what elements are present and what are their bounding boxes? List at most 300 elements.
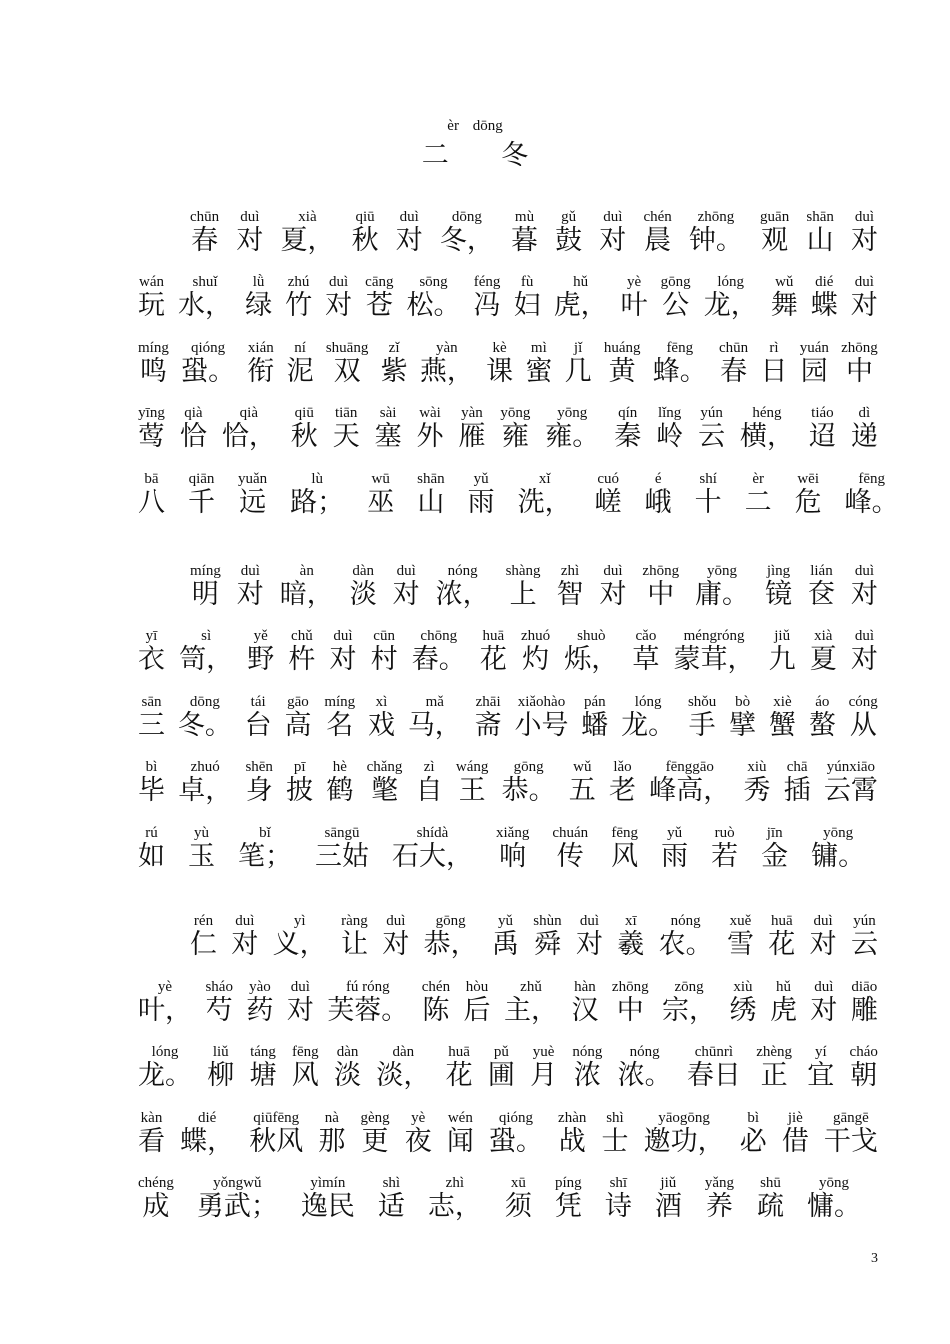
pinyin: yè [411,1110,426,1126]
annotated-char [456,758,489,806]
annotated-char [569,758,596,806]
hanzi: 春日 [686,1060,741,1091]
hanzi: 对 [850,290,878,321]
pinyin: é [654,471,662,487]
pinyin: xià [814,628,833,644]
hanzi: 观 [761,225,789,256]
hanzi: 天 [332,421,360,452]
pinyin: fēnggāo [665,759,714,775]
hanzi: 柳 [207,1060,235,1091]
hanzi: 紫 [380,356,408,387]
pinyin: shān [806,209,834,225]
hanzi: 衣 [138,644,165,675]
pinyin: yuǎn [238,471,268,487]
annotated-char [247,627,274,675]
annotated-char [180,1109,234,1157]
annotated-char [688,693,716,741]
annotated-char [417,404,444,452]
pinyin: duì [854,628,874,644]
annotated-char [190,208,219,256]
annotated-char [851,978,878,1026]
annotated-char [760,339,787,387]
hanzi: 虎 [769,995,797,1026]
pinyin: lǜ [252,274,265,290]
annotated-char [621,693,675,741]
hanzi: 秋 [351,225,379,256]
pinyin: yāogōng [658,1110,710,1126]
annotated-char [138,339,169,387]
pinyin: duì [814,979,834,995]
pinyin: yì [293,913,306,929]
pinyin: yě [253,628,268,644]
annotated-char [446,1043,473,1091]
hanzi: 对 [850,644,878,675]
hanzi: 虎， [553,290,608,321]
hanzi: 智 [556,579,584,610]
hanzi: 舜 [533,929,561,960]
annotated-char [428,1174,482,1222]
hanzi: 雨 [467,487,495,518]
annotated-char [729,978,756,1026]
annotated-char [237,562,264,610]
hanzi: 衔 [247,356,275,387]
text-line [138,693,878,741]
annotated-char [489,1109,543,1157]
pinyin: zhōng [697,209,735,225]
pinyin: fēng [611,825,638,841]
pinyin: duì [396,563,416,579]
hanzi: 暗， [279,579,334,610]
annotated-char [238,824,292,872]
pinyin: àn [299,563,314,579]
pinyin: chuán [552,825,589,841]
annotated-char [138,978,192,1026]
pinyin: wài [419,405,441,421]
pinyin: yǔ [667,825,683,841]
hanzi: 更 [361,1126,389,1157]
pinyin: héng [752,405,782,421]
pinyin: chūnrì [694,1044,734,1060]
hanzi: 汉 [571,995,599,1026]
text-line [138,273,878,321]
annotated-char [245,693,272,741]
hanzi: 石大， [392,841,473,872]
annotated-char [711,824,738,872]
annotated-char [318,1109,345,1157]
hanzi: 五 [568,775,596,806]
annotated-char [179,627,233,675]
hanzi: 塘 [249,1060,277,1091]
annotated-char [480,627,507,675]
annotated-char [808,562,835,610]
hanzi: 手 [688,710,716,741]
pinyin: chén [643,209,672,225]
pinyin: fēng [666,340,694,356]
hanzi: 舂。 [411,644,466,675]
pinyin: zhú [287,274,310,290]
annotated-char [824,1109,878,1157]
annotated-char [138,758,165,806]
pinyin: nà [324,1110,339,1126]
pinyin: zhì [445,1175,464,1191]
annotated-char [178,758,232,806]
pinyin: sōng [419,274,448,290]
hanzi: 夏 [809,644,837,675]
pinyin: xuě [729,913,752,929]
hanzi: 凭 [554,1191,582,1222]
annotated-char [851,912,878,960]
pinyin: chūn [190,209,220,225]
hanzi: 蟠 [581,710,609,741]
hanzi: 几 [564,356,592,387]
pinyin: shì [382,1175,401,1191]
annotated-char [849,693,878,741]
hanzi: 逸民 [300,1191,355,1222]
pinyin: yún [853,913,876,929]
pinyin: dàn [336,1044,359,1060]
annotated-char [809,404,836,452]
annotated-char [745,470,772,518]
hanzi: 陈 [422,995,450,1026]
annotated-char [809,693,836,741]
annotated-char [653,339,707,387]
annotated-char [576,912,603,960]
annotated-char [810,912,837,960]
hanzi: 药 [246,995,274,1026]
pinyin: yúnxiāo [826,759,876,775]
hanzi: 花 [768,929,796,960]
pinyin: bì [747,1110,760,1126]
annotated-char [643,208,671,256]
annotated-char [436,562,490,610]
pinyin: shī [609,1175,628,1191]
annotated-char [290,470,344,518]
pinyin: sài [379,405,397,421]
pinyin: qià [184,405,203,421]
hanzi: 雕 [850,995,878,1026]
pinyin: dōng [189,694,220,710]
annotated-char [138,1043,192,1091]
hanzi: 明 [191,579,219,610]
hanzi: 绿 [245,290,273,321]
annotated-char [571,978,598,1026]
pinyin: pán [583,694,606,710]
hanzi: 恭。 [501,775,556,806]
pinyin: kàn [140,1110,163,1126]
annotated-char [642,562,679,610]
pinyin: qià [239,405,258,421]
pinyin: shídà [416,825,449,841]
annotated-char [324,693,355,741]
hanzi: 淡 [349,579,377,610]
hanzi: 那 [318,1126,346,1157]
pinyin: lián [810,563,833,579]
annotated-char [743,758,770,806]
hanzi: 笥， [179,644,234,675]
hanzi: 雨 [661,841,689,872]
pinyin: rén [193,913,214,929]
hanzi: 洗， [517,487,572,518]
annotated-char [851,562,878,610]
annotated-char [284,693,311,741]
pinyin: guān [760,209,790,225]
pinyin: duì [329,274,349,290]
pinyin: píng [554,1175,582,1191]
pinyin: shū [760,1175,781,1191]
annotated-char [851,208,878,256]
annotated-char [604,339,641,387]
hanzi: 烁， [564,644,619,675]
hanzi: 峰。 [844,487,899,518]
annotated-char [695,562,749,610]
hanzi: 对 [382,929,410,960]
annotated-char [236,208,263,256]
pinyin: xiǎohào [517,694,566,710]
pinyin: yǎng [704,1175,734,1191]
annotated-char [447,1109,474,1157]
hanzi: 镛。 [811,841,866,872]
annotated-char [245,273,272,321]
pinyin: chén [421,979,451,995]
annotated-char [396,208,423,256]
annotated-char [486,339,513,387]
pinyin: kè [492,340,507,356]
pinyin: chéng [138,1175,174,1191]
annotated-char [500,404,530,452]
annotated-char [273,912,327,960]
pinyin: gōng [435,913,466,929]
pinyin: yī [145,628,158,644]
pinyin: sāngū [324,825,360,841]
annotated-char [851,627,878,675]
hanzi: 恰 [179,421,207,452]
pinyin: wáng [455,759,489,775]
annotated-char [505,1174,532,1222]
pinyin: dōng [451,209,482,225]
hanzi: 螯 [808,710,836,741]
hanzi: 龙。 [138,1060,192,1091]
pinyin: yōng [557,405,588,421]
pinyin: yù [194,825,209,841]
hanzi: 对 [809,929,837,960]
annotated-char [558,1109,586,1157]
hanzi: 递 [850,421,878,452]
annotated-char [412,627,466,675]
hanzi: 冬。 [177,710,232,741]
pinyin: bò [735,694,751,710]
annotated-char [649,758,730,806]
annotated-char [360,1109,389,1157]
hanzi: 课 [486,356,514,387]
pinyin: ruò [714,825,735,841]
pinyin: tiān [334,405,358,421]
annotated-char [740,404,794,452]
hanzi: 云 [850,929,878,960]
annotated-char [769,627,796,675]
annotated-char [285,273,312,321]
hanzi: 绣 [729,995,757,1026]
annotated-char [506,562,541,610]
annotated-char [806,208,834,256]
hanzi: 老 [609,775,637,806]
annotated-char [552,824,588,872]
annotated-char [645,470,672,518]
pinyin: duì [386,913,406,929]
hanzi: 适 [377,1191,405,1222]
pinyin: chā [786,759,808,775]
annotated-char [368,693,395,741]
pinyin: xǐ [538,471,551,487]
pinyin: duì [290,979,310,995]
hanzi: 对 [325,290,353,321]
annotated-char [250,1043,277,1091]
pinyin: zhǔ [520,979,542,995]
hanzi: 金 [761,841,789,872]
pinyin: áo [815,694,830,710]
hanzi: 秋风 [249,1126,304,1157]
annotated-char [769,693,796,741]
hanzi: 慵。 [807,1191,861,1222]
hanzi: 对 [599,579,627,610]
hanzi: 秀 [743,775,771,806]
pinyin: zhōng [642,563,680,579]
pinyin: duì [579,913,600,929]
hanzi: 马， [407,710,462,741]
hanzi: 卓， [178,775,233,806]
pinyin: yuán [799,340,829,356]
annotated-char [740,1109,767,1157]
hanzi: 恰， [221,421,276,452]
hanzi: 云霄 [823,775,878,806]
annotated-char [695,470,722,518]
annotated-char [138,1109,165,1157]
hanzi: 公 [662,290,690,321]
pinyin: yǒngwǔ [213,1175,262,1191]
annotated-char [530,1043,557,1091]
annotated-char [205,978,233,1026]
pinyin: jǐ [573,340,583,356]
pinyin: yè [157,979,173,995]
annotated-char [655,1174,682,1222]
annotated-char [661,273,691,321]
pinyin: shí [699,471,717,487]
text-line [138,1109,878,1157]
annotated-char [408,693,462,741]
pinyin: xiǎng [496,825,530,841]
annotated-char [341,912,368,960]
hanzi: 对 [810,995,838,1026]
hanzi: 玉 [188,841,215,872]
annotated-char [765,562,792,610]
hanzi: 农。 [658,929,713,960]
hanzi: 芍 [205,995,233,1026]
pinyin: bā [144,471,159,487]
hanzi: 塞 [374,421,402,452]
annotated-char [392,824,473,872]
pinyin: lóng [151,1044,179,1060]
annotated-char [659,912,713,960]
pinyin: yōng [819,1175,849,1191]
hanzi: 酒 [654,1191,682,1222]
pinyin: duì [854,274,874,290]
hanzi: 蛩。 [181,356,236,387]
annotated-char [464,978,491,1026]
hanzi: 燕， [419,356,474,387]
hanzi: 春 [191,225,219,256]
hanzi: 远 [239,487,267,518]
hanzi: 村 [370,644,398,675]
hanzi: 后 [463,995,491,1026]
hanzi: 冬， [439,225,494,256]
hanzi: 巫 [367,487,395,518]
hanzi: 中 [647,579,675,610]
pinyin: fēng [858,471,885,487]
annotated-char [618,1043,672,1091]
pinyin: yōng [823,825,854,841]
hanzi: 小号 [514,710,569,741]
hanzi: 龙， [703,290,758,321]
pinyin: míng [324,694,356,710]
text-line [138,1174,878,1222]
pinyin: diāo [851,979,878,995]
hanzi: 让 [340,929,368,960]
hanzi: 若 [711,841,739,872]
annotated-char [138,404,165,452]
hanzi: 三姑 [315,841,369,872]
hanzi: 莺 [138,421,165,452]
hanzi: 冯 [473,290,501,321]
annotated-char [382,912,409,960]
annotated-char [768,912,795,960]
hanzi: 身 [245,775,273,806]
hanzi: 蝶 [810,290,838,321]
hanzi: 峰高， [649,775,731,806]
pinyin: shuǐ [192,274,218,290]
annotated-char [557,562,584,610]
hanzi: 对 [236,225,264,256]
pinyin: cūn [373,628,395,644]
annotated-char [475,693,502,741]
annotated-char [496,824,529,872]
annotated-char [761,824,788,872]
annotated-char [190,562,221,610]
annotated-char [287,978,314,1026]
hanzi: 园 [800,356,828,387]
pinyin: táng [250,1044,276,1060]
pinyin: tái [250,694,266,710]
pinyin: hǔ [775,979,791,995]
annotated-char [424,912,478,960]
pinyin: chōng [420,628,458,644]
pinyin: yàn [461,405,483,421]
annotated-char [178,273,232,321]
text-line [138,978,878,1026]
hanzi: 上 [509,579,537,610]
hanzi: 奁 [807,579,835,610]
annotated-char [674,627,755,675]
hanzi: 擘 [729,710,757,741]
hanzi: 横， [739,421,794,452]
pinyin: cāng [365,274,394,290]
annotated-char [514,693,568,741]
annotated-char [518,470,572,518]
page-number: 3 [871,1251,878,1266]
annotated-char [662,978,716,1026]
annotated-char [705,1174,734,1222]
hanzi: 蜂。 [652,356,707,387]
pinyin: cháo [849,1044,878,1060]
hanzi: 灼 [522,644,550,675]
